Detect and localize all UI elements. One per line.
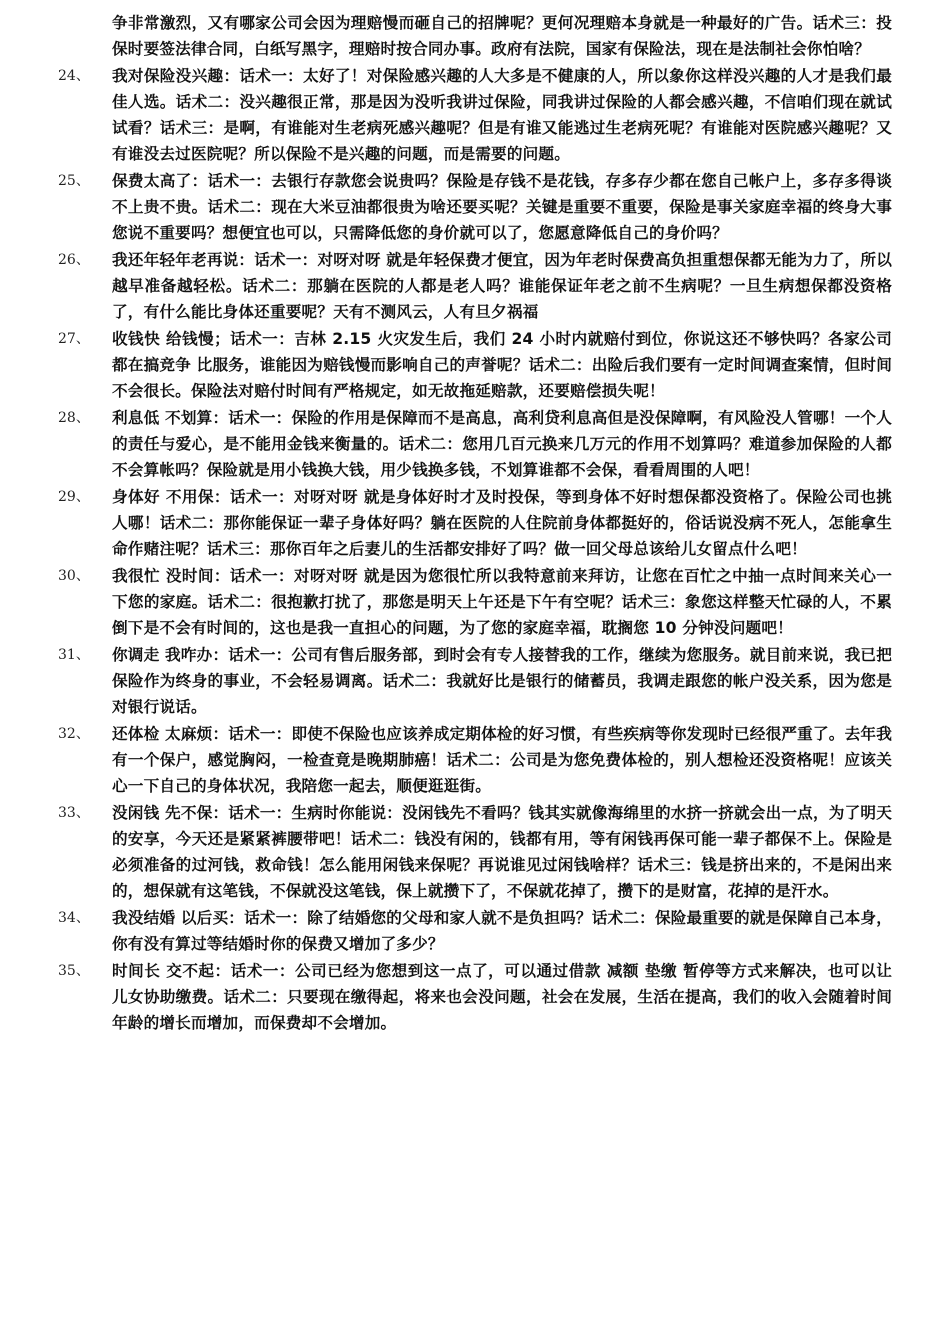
item-text: 收钱快 给钱慢；话术一：吉林 2.15 火灾发生后，我们 24 小时内就赔付到位，你说这还不够快吗？各家公司都在搞竞争 比服务，谁能因为赔钱慢而影响自己的声誉呢？话术二：出险后我们要有一定时间调查案情，但时间不会很长。保险法对赔付时间有严格规定，如无故拖延赔款，还要赔偿损失呢！ xyxy=(112,330,892,400)
item-text: 我没结婚 以后买：话术一：除了结婚您的父母和家人就不是负担吗？话术二：保险最重要的就是保障自己本身，你有没有算过等结婚时你的保费又增加了多少？ xyxy=(112,909,892,953)
item-text: 没闲钱 先不保：话术一：生病时你能说：没闲钱先不看吗？钱其实就像海绵里的水挤一挤就会出一点，为了明天的安享，今天还是紧紧裤腰带吧！话术二：钱没有闲的，钱都有用，等有闲钱再保可能一辈子都保不上。保险是必须准备的过河钱，救命钱！怎么能用闲钱来保呢？再说谁见过闲钱啥样？话术三：钱是挤出来的，不是闲出来的，想保就有这笔钱，不保就没这笔钱，保上就攒下了，不保就花掉了，攒下的是财富，花掉的是汗水。 xyxy=(112,804,892,900)
item-text: 我很忙 没时间：话术一：对呀对呀 就是因为您很忙所以我特意前来拜访，让您在百忙之中抽一点时间来关心一下您的家庭。话术二：很抱歉打扰了，那您是明天上午还是下午有空呢？话术三：象您这样整天忙碌的人，不累倒下是不会有时间的，这也是我一直担心的问题，为了您的家庭幸福，耽搁您 10 分钟没问题吧！ xyxy=(112,567,892,637)
item-text: 你调走 我咋办：话术一：公司有售后服务部，到时会有专人接替我的工作，继续为您服务。就目前来说，我已把保险作为终身的事业，不会轻易调离。话术二：我就好比是银行的储蓄员，我调走跟您的帐户没关系，因为您是对银行说话。 xyxy=(112,646,892,716)
item-number: 29、 xyxy=(58,489,90,505)
item-text: 还体检 太麻烦：话术一：即使不保险也应该养成定期体检的好习惯，有些疾病等你发现时已经很严重了。去年我有一个保户，感觉胸闷，一检查竟是晚期肺癌！话术二：公司是为您免费体检的，别人想检还没资格呢！应该关心一下自己的身体状况，我陪您一起去，顺便逛逛街。 xyxy=(112,725,892,795)
item-number: 26、 xyxy=(58,252,90,268)
item-number: 30、 xyxy=(58,568,90,584)
item-text: 身体好 不用保：话术一：对呀对呀 就是身体好时才及时投保，等到身体不好时想保都没资格了。保险公司也挑人哪！话术二：那你能保证一辈子身体好吗？躺在医院的人住院前身体都挺好的，俗话说没病不死人，怎能拿生命作赌注呢？话术三：那你百年之后妻儿的生活都安排好了吗？做一回父母总该给儿女留点什么吧！ xyxy=(112,488,892,558)
item-number: 35、 xyxy=(58,963,90,979)
item-number: 33、 xyxy=(58,805,90,821)
item-text: 时间长 交不起：话术一：公司已经为您想到这一点了，可以通过借款 减额 垫缴 暂停等方式来解决，也可以让儿女协助缴费。话术二：只要现在缴得起，将来也会没问题，社会在发展，生活在提高，我们的收入会随着时间 年龄的增长而增加，而保费却不会增加。 xyxy=(112,962,892,1032)
intro-paragraph: 争非常激烈，又有哪家公司会因为理赔慢而砸自己的招牌呢？更何况理赔本身就是一种最好的广告。话术三：投保时要签法律合同，白纸写黑字，理赔时按合同办事。政府有法院，国家有保险法，现在是法制社会你怕啥？ xyxy=(112,14,892,58)
item-number: 34、 xyxy=(58,910,90,926)
item-number: 24、 xyxy=(58,68,90,84)
item-number: 28、 xyxy=(58,410,90,426)
item-number: 32、 xyxy=(58,726,90,742)
item-number: 27、 xyxy=(58,331,90,347)
item-text: 利息低 不划算：话术一：保险的作用是保障而不是高息，高利贷利息高但是没保障啊，有风险没人管哪！一个人的责任与爱心，是不能用金钱来衡量的。话术二：您用几百元换来几万元的作用不划算吗？难道参加保险的人都不会算帐吗？保险就是用小钱换大钱，用少钱换多钱，不划算谁都不会保，看看周围的人吧！ xyxy=(112,409,892,479)
item-text: 我还年轻年老再说：话术一：对呀对呀 就是年轻保费才便宜，因为年老时保费高负担重想保都无能为力了，所以越早准备越轻松。话术二：那躺在医院的人都是老人吗？谁能保证年老之前不生病呢？一旦生病想保都没资格了，有什么能比身体还重要呢？天有不测风云，人有旦夕祸福 xyxy=(112,251,892,321)
item-number: 25、 xyxy=(58,173,90,189)
item-text: 我对保险没兴趣：话术一：太好了！对保险感兴趣的人大多是不健康的人，所以象你这样没兴趣的人才是我们最佳人选。话术二：没兴趣很正常，那是因为没听我讲过保险，同我讲过保险的人都会感兴趣，不信咱们现在就试试看？话术三：是啊，有谁能对生老病死感兴趣呢？但是有谁又能逃过生老病死呢？有谁能对医院感兴趣呢？又有谁没去过医院呢？所以保险不是兴趣的问题，而是需要的问题。 xyxy=(112,67,892,163)
item-text: 保费太高了：话术一：去银行存款您会说贵吗？保险是存钱不是花钱，存多存少都在您自己帐户上，多存多得谈不上贵不贵。话术二：现在大米豆油都很贵为啥还要买呢？关键是重要不重要，保险是事关家庭幸福的终身大事您说不重要吗？想便宜也可以，只需降低您的身价就可以了，您愿意降低自己的身价吗？ xyxy=(112,172,892,242)
item-number: 31、 xyxy=(58,647,90,663)
